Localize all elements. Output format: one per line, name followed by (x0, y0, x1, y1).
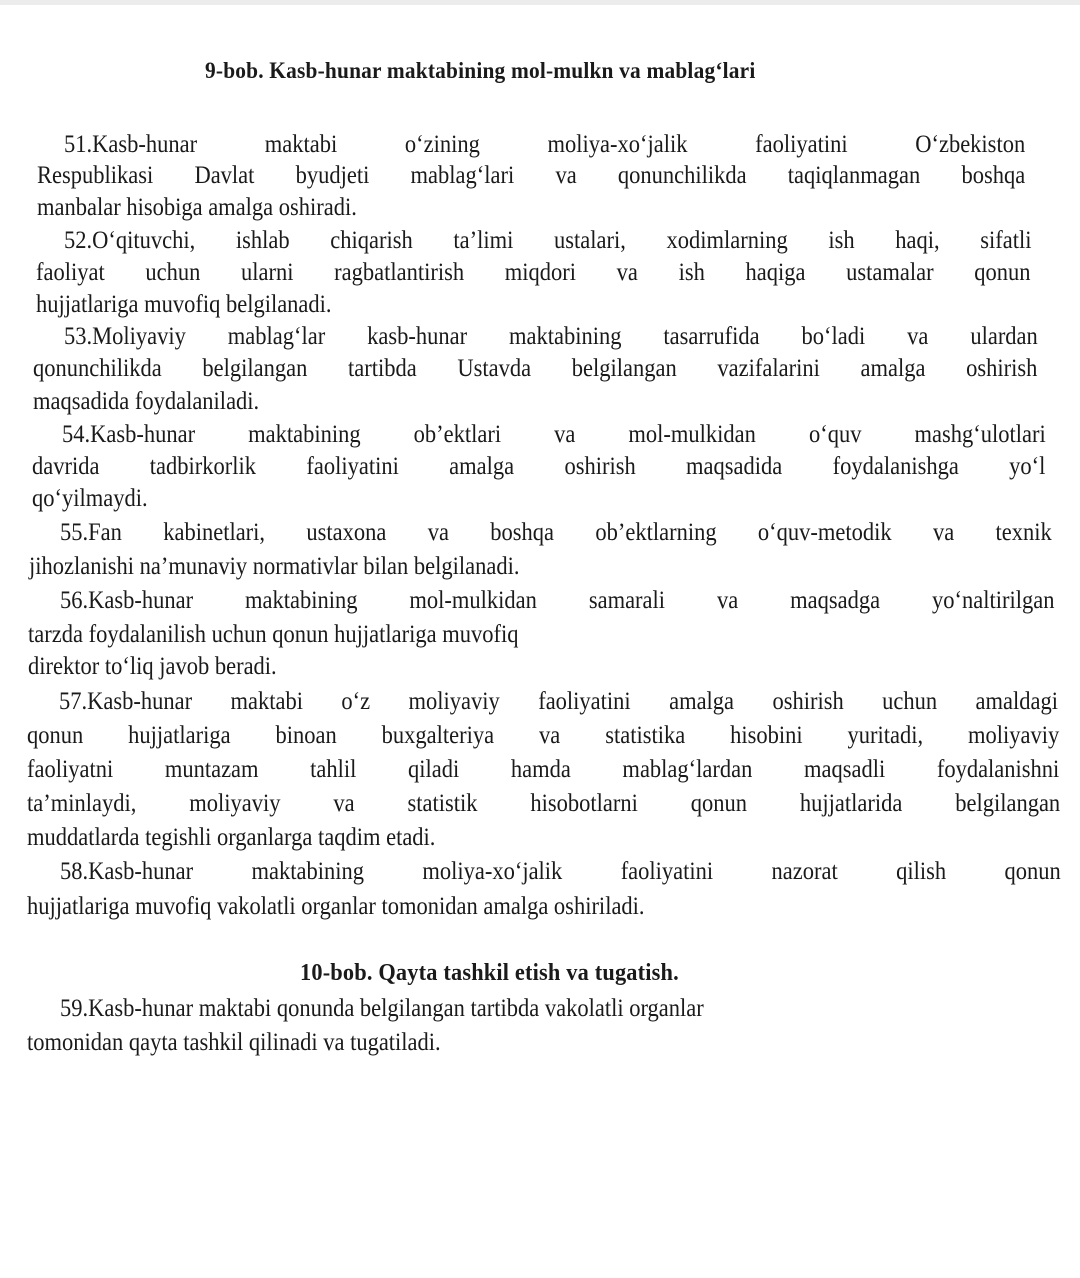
paragraph-line: davrida tadbirkorlik faoliyatini amalga oshirish maqsadida foydalanishga yo‘l (32, 453, 1046, 480)
paragraph-line: hujjatlariga muvofiq vakolatli organlar tomonidan amalga oshiriladi. (27, 893, 645, 920)
chapter-9-title: 9-bob. Kasb-hunar maktabining mol-mulkn va mablag‘lari (205, 58, 756, 83)
paragraph-line: muddatlarda tegishli organlarga taqdim etadi. (27, 824, 436, 851)
paragraph-line: 56.Kasb-hunar maktabining mol-mulkidan samarali va maqsadga yo‘naltirilgan (60, 587, 1055, 614)
paragraph-line: jihozlanishi na’munaviy normativlar bilan belgilanadi. (29, 553, 520, 580)
chapter-10-title: 10-bob. Qayta tashkil etish va tugatish. (300, 960, 679, 986)
paragraph-line: qo‘yilmaydi. (32, 485, 148, 512)
paragraph-line: 51.Kasb-hunar maktabi o‘zining moliya-xo‘jalik faoliyatini O‘zbekiston (64, 131, 1026, 158)
paragraph-line: 54.Kasb-hunar maktabining ob’ektlari va mol-mulkidan o‘quv mashg‘ulotlari (62, 421, 1046, 448)
paragraph-line: Respublikasi Davlat byudjeti mablag‘lari va qonunchilikda taqiqlanmagan boshqa (37, 162, 1026, 189)
paragraph-line: 55.Fan kabinetlari, ustaxona va boshqa ob’ektlarning o‘quv-metodik va texnik (60, 519, 1052, 546)
paragraph-line: hujjatlariga muvofiq belgilanadi. (36, 291, 332, 318)
paragraph-line: direktor to‘liq javob beradi. (28, 653, 277, 680)
paragraph-line: qonun hujjatlariga binoan buxgalteriya va statistika hisobini yuritadi, moliyaviy (27, 722, 1060, 749)
paragraph-line: maqsadida foydalaniladi. (33, 388, 260, 415)
paragraph-line: manbalar hisobiga amalga oshiradi. (37, 194, 357, 221)
paragraph-line: faoliyatni muntazam tahlil qiladi hamda mablag‘lardan maqsadli foydalanishni (27, 756, 1060, 783)
paragraph-line: ta’minlaydi, moliyaviy va statistik hisobotlarni qonun hujjatlarida belgilangan (27, 790, 1061, 817)
paragraph-line: faoliyat uchun ularni ragbatlantirish miqdori va ish haqiga ustamalar qonun (36, 259, 1031, 286)
paragraph-line: tomonidan qayta tashkil qilinadi va tugatiladi. (27, 1029, 441, 1056)
paragraph-line: 59.Kasb-hunar maktabi qonunda belgilangan tartibda vakolatli organlar (60, 995, 704, 1022)
paragraph-line: 52.O‘qituvchi, ishlab chiqarish ta’limi ustalari, xodimlarning ish haqi, sifatli (64, 227, 1032, 254)
paragraph-line: 58.Kasb-hunar maktabining moliya-xo‘jalik faoliyatini nazorat qilish qonun (60, 858, 1061, 885)
paragraph-line: 53.Moliyaviy mablag‘lar kasb-hunar maktabining tasarrufida bo‘ladi va ulardan (64, 323, 1038, 350)
paragraph-line: qonunchilikda belgilangan tartibda Ustavda belgilangan vazifalarini amalga oshirish (33, 355, 1038, 382)
paragraph-line: tarzda foydalanilish uchun qonun hujjatlariga muvofiq (28, 621, 519, 648)
paragraph-line: 57.Kasb-hunar maktabi o‘z moliyaviy faoliyatini amalga oshirish uchun amaldagi (59, 688, 1058, 715)
